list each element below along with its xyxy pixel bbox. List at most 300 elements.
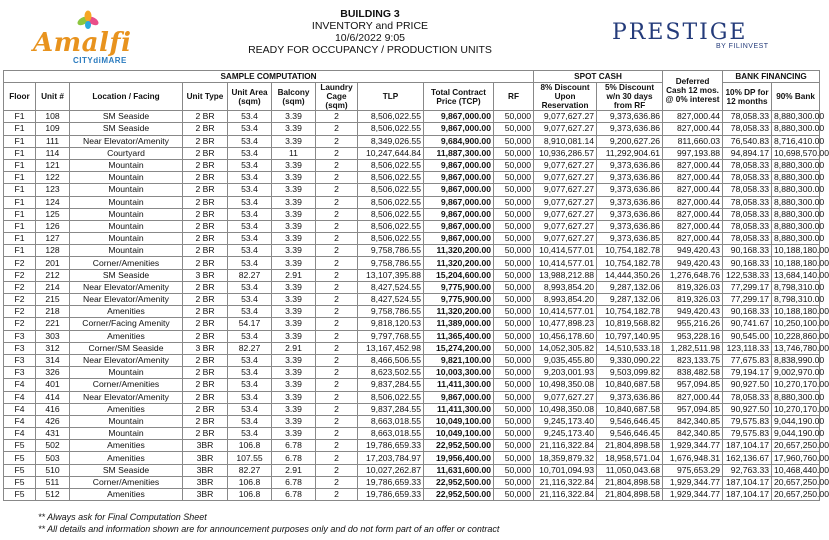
table-cell: 50,000	[494, 452, 534, 464]
table-cell: 94,894.17	[723, 147, 772, 159]
table-cell: 8,880,300.00	[772, 123, 820, 135]
table-cell: 9,758,786.55	[358, 306, 424, 318]
table-cell: 2 BR	[183, 294, 228, 306]
table-cell: 975,653.29	[663, 464, 723, 476]
table-cell: 10,188,180.00	[772, 306, 820, 318]
table-cell: 2 BR	[183, 208, 228, 220]
table-cell: 92,763.33	[723, 464, 772, 476]
table-cell: 106.8	[228, 489, 272, 501]
table-cell: F2	[4, 306, 36, 318]
table-cell: 18,359,879.32	[534, 452, 597, 464]
table-cell: 9,077,627.27	[534, 196, 597, 208]
table-cell: 10,840,687.58	[597, 379, 663, 391]
table-cell: 827,000.44	[663, 208, 723, 220]
table-cell: 53.4	[228, 391, 272, 403]
table-cell: 90,168.33	[723, 257, 772, 269]
table-cell: 50,000	[494, 342, 534, 354]
table-cell: 127	[36, 233, 70, 245]
table-cell: 162,136.67	[723, 452, 772, 464]
table-cell: 79,575.83	[723, 415, 772, 427]
table-cell: 20,657,250.00	[772, 489, 820, 501]
table-cell: 50,000	[494, 440, 534, 452]
footnote: ** All details and information shown are for announcement purposes only and do not form part of an offer or contract	[38, 524, 500, 534]
table-cell: 11,320,200.00	[424, 306, 494, 318]
column-header: 8% Discount Upon Reservation	[534, 83, 597, 111]
table-cell: 50,000	[494, 403, 534, 415]
table-cell: 8,506,022.55	[358, 391, 424, 403]
table-cell: Near Elevator/Amenity	[70, 135, 183, 147]
table-cell: 827,000.44	[663, 233, 723, 245]
table-cell: F5	[4, 464, 36, 476]
table-cell: 3.39	[272, 135, 316, 147]
table-cell: 9,867,000.00	[424, 123, 494, 135]
table-cell: 2 BR	[183, 354, 228, 366]
table-cell: 8,798,310.00	[772, 281, 820, 293]
table-cell: 50,000	[494, 428, 534, 440]
table-cell: 3.39	[272, 294, 316, 306]
table-cell: 21,116,322.84	[534, 476, 597, 488]
table-cell: 187,104.17	[723, 489, 772, 501]
table-cell: 2 BR	[183, 318, 228, 330]
table-cell: 2	[316, 391, 358, 403]
column-header: Unit #	[36, 83, 70, 111]
table-cell: 78,058.33	[723, 123, 772, 135]
table-cell: 2	[316, 123, 358, 135]
table-cell: 78,058.33	[723, 220, 772, 232]
table-cell: 8,993,854.20	[534, 281, 597, 293]
table-cell: 2 BR	[183, 172, 228, 184]
table-row	[4, 184, 820, 196]
table-cell: 811,660.03	[663, 135, 723, 147]
table-cell: 8,623,502.55	[358, 367, 424, 379]
table-cell: 10,498,350.08	[534, 379, 597, 391]
table-cell: 21,804,898.58	[597, 476, 663, 488]
table-cell: 8,506,022.55	[358, 233, 424, 245]
table-cell: 9,287,132.06	[597, 281, 663, 293]
table-cell: 511	[36, 476, 70, 488]
table-cell: 9,867,000.00	[424, 184, 494, 196]
table-cell: 3.39	[272, 123, 316, 135]
table-cell: 22,952,500.00	[424, 476, 494, 488]
table-cell: 1,929,344.77	[663, 489, 723, 501]
table-cell: 8,506,022.55	[358, 123, 424, 135]
amalfi-logo	[33, 10, 163, 65]
table-cell: 2 BR	[183, 159, 228, 171]
table-cell: 2	[316, 415, 358, 427]
table-cell: 14,052,305.82	[534, 342, 597, 354]
column-header: TLP	[358, 83, 424, 111]
table-cell: 3.39	[272, 403, 316, 415]
table-cell: 9,797,768.55	[358, 330, 424, 342]
table-cell: F3	[4, 330, 36, 342]
page-header	[0, 0, 822, 70]
table-cell: 50,000	[494, 233, 534, 245]
table-cell: 3.39	[272, 415, 316, 427]
table-cell: 111	[36, 135, 70, 147]
table-cell: 431	[36, 428, 70, 440]
table-cell: 9,837,284.55	[358, 403, 424, 415]
table-cell: 9,077,627.27	[534, 111, 597, 123]
table-cell: 21,116,322.84	[534, 489, 597, 501]
table-cell: 8,880,300.00	[772, 233, 820, 245]
table-cell: 10,456,178.60	[534, 330, 597, 342]
table-cell: 17,960,760.00	[772, 452, 820, 464]
table-cell: Near Elevator/Amenity	[70, 281, 183, 293]
table-cell: 3BR	[183, 476, 228, 488]
table-cell: 8,466,506.55	[358, 354, 424, 366]
table-cell: Corner/Amenities	[70, 379, 183, 391]
table-row	[4, 452, 820, 464]
table-cell: 3.39	[272, 111, 316, 123]
table-cell: 2 BR	[183, 184, 228, 196]
table-cell: 114	[36, 147, 70, 159]
table-cell: 2 BR	[183, 415, 228, 427]
table-cell: 123	[36, 184, 70, 196]
table-row	[4, 428, 820, 440]
table-cell: 10,188,180.00	[772, 257, 820, 269]
table-row	[4, 147, 820, 159]
table-cell: 8,880,300.00	[772, 111, 820, 123]
table-cell: 9,867,000.00	[424, 159, 494, 171]
table-cell: 997,193.88	[663, 147, 723, 159]
column-header: Unit Type	[183, 83, 228, 111]
table-cell: 10,270,170.00	[772, 379, 820, 391]
table-cell: Amenities	[70, 330, 183, 342]
table-cell: 3.39	[272, 245, 316, 257]
table-cell: 50,000	[494, 196, 534, 208]
table-cell: 187,104.17	[723, 440, 772, 452]
column-header: Deferred Cash 12 mos. @ 0% interest	[663, 71, 723, 111]
table-cell: 82.27	[228, 464, 272, 476]
table-cell: 8,880,300.00	[772, 196, 820, 208]
table-cell: 3.39	[272, 208, 316, 220]
table-cell: F2	[4, 281, 36, 293]
table-row	[4, 318, 820, 330]
table-cell: 50,000	[494, 330, 534, 342]
table-cell: 15,274,200.00	[424, 342, 494, 354]
table-cell: 2	[316, 172, 358, 184]
column-header: 90% Bank	[772, 83, 820, 111]
table-cell: 78,058.33	[723, 172, 772, 184]
table-cell: 8,880,300.00	[772, 159, 820, 171]
table-cell: 827,000.44	[663, 172, 723, 184]
table-cell: Mountain	[70, 220, 183, 232]
table-cell: 11,411,300.00	[424, 379, 494, 391]
group-header-bank: BANK FINANCING	[723, 71, 820, 83]
table-cell: 2	[316, 464, 358, 476]
table-cell: 9,077,627.27	[534, 159, 597, 171]
table-cell: 50,000	[494, 147, 534, 159]
table-cell: 10,468,440.00	[772, 464, 820, 476]
table-cell: 10,840,687.58	[597, 403, 663, 415]
table-cell: Amenities	[70, 489, 183, 501]
table-cell: 827,000.44	[663, 123, 723, 135]
table-cell: Mountain	[70, 415, 183, 427]
table-cell: 15,204,600.00	[424, 269, 494, 281]
table-cell: 957,094.85	[663, 379, 723, 391]
table-cell: 949,420.43	[663, 257, 723, 269]
table-cell: 50,000	[494, 111, 534, 123]
table-cell: 1,676,948.31	[663, 452, 723, 464]
table-row	[4, 294, 820, 306]
table-cell: 8,427,524.55	[358, 294, 424, 306]
table-cell: 9,077,627.27	[534, 208, 597, 220]
table-row	[4, 196, 820, 208]
table-cell: 53.4	[228, 172, 272, 184]
table-cell: 9,077,627.27	[534, 123, 597, 135]
table-cell: F1	[4, 245, 36, 257]
table-cell: 8,506,022.55	[358, 208, 424, 220]
table-cell: 1,929,344.77	[663, 440, 723, 452]
table-cell: 53.4	[228, 306, 272, 318]
table-cell: 50,000	[494, 208, 534, 220]
table-cell: 3.39	[272, 318, 316, 330]
table-cell: 10,247,644.84	[358, 147, 424, 159]
table-cell: 303	[36, 330, 70, 342]
table-cell: 838,482.58	[663, 367, 723, 379]
table-cell: 2 BR	[183, 245, 228, 257]
table-row	[4, 208, 820, 220]
table-cell: 9,503,099.82	[597, 367, 663, 379]
table-cell: 2 BR	[183, 147, 228, 159]
table-cell: 50,000	[494, 220, 534, 232]
column-header: RF	[494, 83, 534, 111]
table-row	[4, 172, 820, 184]
table-cell: 502	[36, 440, 70, 452]
table-cell: 9,044,190.00	[772, 428, 820, 440]
table-cell: 1,282,511.98	[663, 342, 723, 354]
table-cell: Mountain	[70, 208, 183, 220]
table-cell: 10,754,182.78	[597, 257, 663, 269]
table-cell: 14,444,350.26	[597, 269, 663, 281]
table-cell: 9,818,120.53	[358, 318, 424, 330]
table-cell: 22,952,500.00	[424, 489, 494, 501]
table-cell: 2 BR	[183, 428, 228, 440]
table-cell: 2	[316, 306, 358, 318]
table-cell: 2 BR	[183, 281, 228, 293]
table-cell: 2	[316, 196, 358, 208]
table-cell: 3.39	[272, 367, 316, 379]
table-cell: 78,058.33	[723, 233, 772, 245]
table-cell: 21,116,322.84	[534, 440, 597, 452]
table-cell: 53.4	[228, 415, 272, 427]
table-cell: 827,000.44	[663, 391, 723, 403]
table-cell: F5	[4, 476, 36, 488]
table-cell: 90,168.33	[723, 245, 772, 257]
table-cell: 949,420.43	[663, 245, 723, 257]
table-cell: 10,414,577.01	[534, 306, 597, 318]
table-cell: 827,000.44	[663, 184, 723, 196]
table-cell: 3.39	[272, 233, 316, 245]
table-cell: 10,003,300.00	[424, 367, 494, 379]
table-cell: 9,373,636.85	[597, 233, 663, 245]
table-cell: 2 BR	[183, 196, 228, 208]
table-cell: 9,867,000.00	[424, 233, 494, 245]
table-cell: 9,867,000.00	[424, 196, 494, 208]
table-cell: 6.78	[272, 440, 316, 452]
table-cell: 8,506,022.55	[358, 159, 424, 171]
table-cell: 2 BR	[183, 367, 228, 379]
table-cell: 2 BR	[183, 257, 228, 269]
table-cell: 512	[36, 489, 70, 501]
table-cell: 19,956,400.00	[424, 452, 494, 464]
group-header-spot: SPOT CASH	[534, 71, 663, 83]
table-cell: 2	[316, 354, 358, 366]
table-cell: 2.91	[272, 269, 316, 281]
table-cell: F3	[4, 367, 36, 379]
table-cell: 2	[316, 184, 358, 196]
table-cell: 3.39	[272, 330, 316, 342]
table-cell: 9,203,001.93	[534, 367, 597, 379]
table-cell: 78,058.33	[723, 208, 772, 220]
prestige-logo: PRESTIGE	[612, 20, 748, 45]
table-cell: 13,746,780.00	[772, 342, 820, 354]
table-cell: 78,058.33	[723, 159, 772, 171]
table-cell: 9,077,627.27	[534, 233, 597, 245]
table-cell: 3.39	[272, 184, 316, 196]
table-cell: 90,927.50	[723, 403, 772, 415]
table-cell: 827,000.44	[663, 111, 723, 123]
table-cell: Mountain	[70, 196, 183, 208]
table-cell: 2	[316, 476, 358, 488]
table-cell: 2 BR	[183, 306, 228, 318]
table-cell: 3 BR	[183, 342, 228, 354]
table-cell: 9,775,900.00	[424, 281, 494, 293]
table-cell: 53.4	[228, 330, 272, 342]
table-cell: 122	[36, 172, 70, 184]
table-cell: Mountain	[70, 172, 183, 184]
table-cell: 82.27	[228, 342, 272, 354]
table-cell: 3.39	[272, 391, 316, 403]
table-cell: F4	[4, 403, 36, 415]
table-cell: 2	[316, 342, 358, 354]
table-cell: 3BR	[183, 452, 228, 464]
table-cell: 82.27	[228, 269, 272, 281]
table-row	[4, 440, 820, 452]
table-cell: 125	[36, 208, 70, 220]
table-cell: 53.4	[228, 111, 272, 123]
table-cell: 842,340.85	[663, 415, 723, 427]
table-cell: 2	[316, 318, 358, 330]
table-cell: SM Seaside	[70, 464, 183, 476]
table-cell: 50,000	[494, 135, 534, 147]
table-row	[4, 464, 820, 476]
table-cell: 10,701,094.93	[534, 464, 597, 476]
table-cell: 9,821,100.00	[424, 354, 494, 366]
table-cell: 50,000	[494, 354, 534, 366]
table-cell: 9,077,627.27	[534, 220, 597, 232]
table-cell: 3BR	[183, 464, 228, 476]
table-cell: 77,299.17	[723, 294, 772, 306]
table-cell: F1	[4, 159, 36, 171]
table-cell: 2 BR	[183, 391, 228, 403]
table-cell: 9,373,636.86	[597, 220, 663, 232]
table-cell: 21,804,898.58	[597, 440, 663, 452]
table-cell: 53.4	[228, 354, 272, 366]
table-cell: 78,058.33	[723, 184, 772, 196]
table-cell: F1	[4, 111, 36, 123]
table-cell: 2	[316, 452, 358, 464]
table-cell: 2.91	[272, 342, 316, 354]
table-cell: 50,000	[494, 391, 534, 403]
table-cell: 9,077,627.27	[534, 172, 597, 184]
table-cell: 2	[316, 440, 358, 452]
table-cell: Corner/Facing Amenity	[70, 318, 183, 330]
table-cell: 2 BR	[183, 123, 228, 135]
table-cell: F1	[4, 172, 36, 184]
table-row	[4, 306, 820, 318]
amalfi-logo-text: Amalfi	[33, 28, 132, 58]
table-cell: 53.4	[228, 208, 272, 220]
table-cell: 9,373,636.86	[597, 208, 663, 220]
table-cell: 8,880,300.00	[772, 172, 820, 184]
table-cell: F2	[4, 294, 36, 306]
table-cell: Corner/SM Seaside	[70, 342, 183, 354]
table-cell: 19,786,659.33	[358, 476, 424, 488]
table-cell: 50,000	[494, 318, 534, 330]
table-cell: F4	[4, 428, 36, 440]
table-cell: Mountain	[70, 159, 183, 171]
title-date: 10/6/2022 9:05	[334, 32, 406, 44]
table-cell: 1,276,648.76	[663, 269, 723, 281]
table-cell: 10,477,898.23	[534, 318, 597, 330]
table-cell: F4	[4, 391, 36, 403]
table-cell: 11	[272, 147, 316, 159]
table-cell: 949,420.43	[663, 306, 723, 318]
table-cell: 9,684,900.00	[424, 135, 494, 147]
table-cell: 8,910,081.14	[534, 135, 597, 147]
table-cell: 53.4	[228, 184, 272, 196]
table-cell: 50,000	[494, 464, 534, 476]
table-cell: Mountain	[70, 367, 183, 379]
table-cell: 2	[316, 233, 358, 245]
table-cell: 221	[36, 318, 70, 330]
table-cell: Mountain	[70, 245, 183, 257]
table-cell: Amenities	[70, 452, 183, 464]
table-cell: 50,000	[494, 294, 534, 306]
table-cell: 11,411,300.00	[424, 403, 494, 415]
table-cell: 9,035,455.80	[534, 354, 597, 366]
table-cell: 6.78	[272, 489, 316, 501]
table-cell: 827,000.44	[663, 159, 723, 171]
table-cell: 957,094.85	[663, 403, 723, 415]
table-cell: 2	[316, 367, 358, 379]
footnote: ** Always ask for Final Computation Sheet	[38, 512, 207, 522]
table-cell: 3.39	[272, 428, 316, 440]
table-cell: 215	[36, 294, 70, 306]
table-cell: 3 BR	[183, 269, 228, 281]
table-cell: 2 BR	[183, 220, 228, 232]
table-cell: 8,663,018.55	[358, 428, 424, 440]
table-cell: 11,887,300.00	[424, 147, 494, 159]
table-row	[4, 489, 820, 501]
table-cell: 312	[36, 342, 70, 354]
table-cell: F4	[4, 379, 36, 391]
table-cell: 819,326.03	[663, 281, 723, 293]
table-cell: F4	[4, 415, 36, 427]
table-cell: 2 BR	[183, 330, 228, 342]
table-cell: Mountain	[70, 428, 183, 440]
table-row	[4, 476, 820, 488]
table-cell: 2 BR	[183, 111, 228, 123]
table-cell: 10,797,140.95	[597, 330, 663, 342]
table-cell: 50,000	[494, 489, 534, 501]
table-cell: 8,506,022.55	[358, 196, 424, 208]
table-cell: 50,000	[494, 172, 534, 184]
table-cell: 8,506,022.55	[358, 220, 424, 232]
table-cell: 54.17	[228, 318, 272, 330]
table-cell: 53.4	[228, 196, 272, 208]
